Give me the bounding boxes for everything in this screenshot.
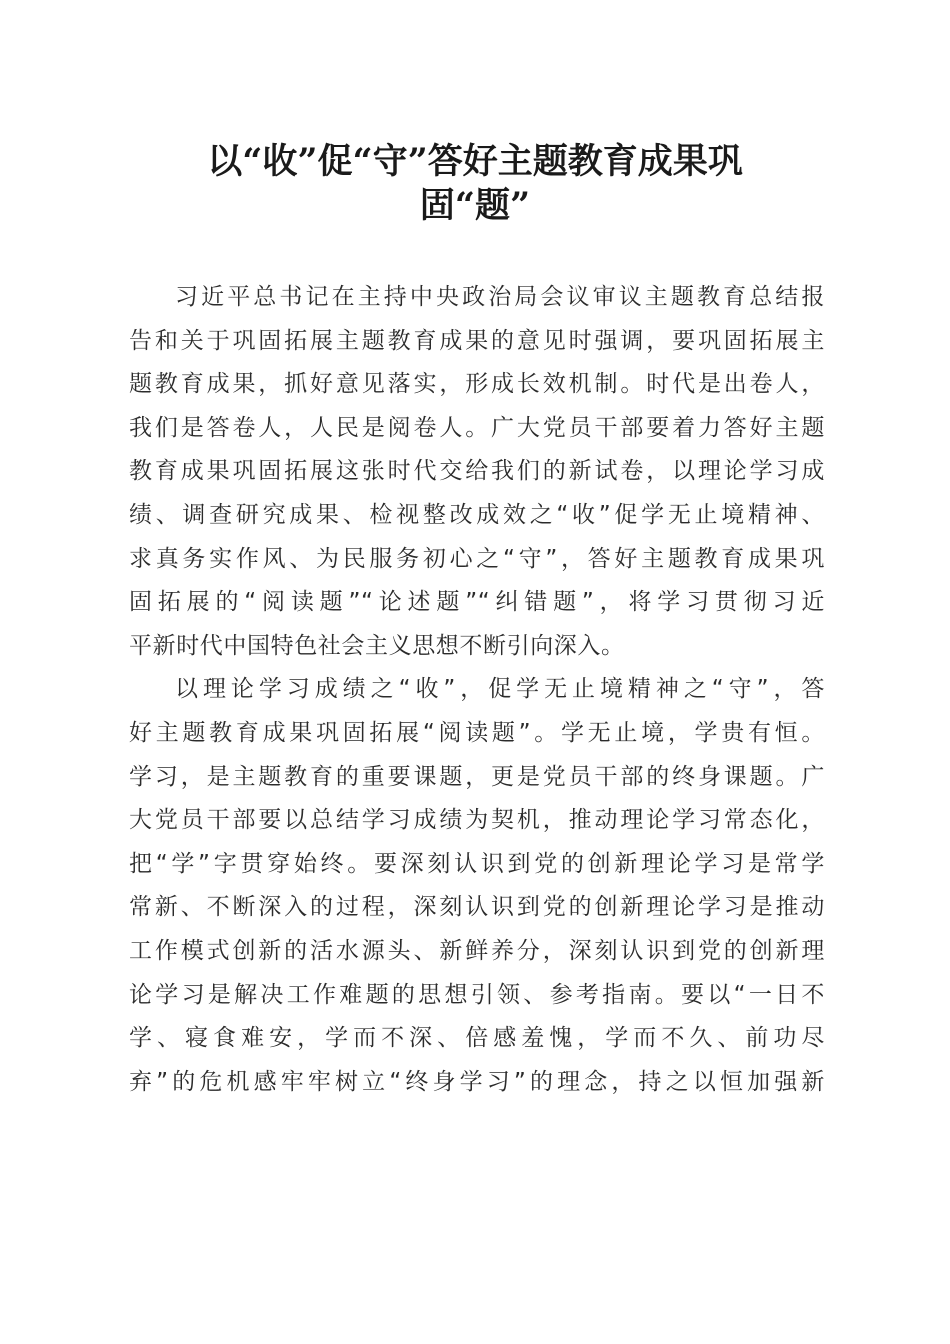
paragraph-line: 求真务实作风、为民服务初心之“守”，答好主题教育成果巩: [129, 545, 825, 572]
paragraph-line: 好主题教育成果巩固拓展“阅读题”。学无止境，学贵有恒。: [129, 719, 825, 746]
title-line: 固“题”: [419, 185, 531, 226]
paragraph-line: 工作模式创新的活水源头、新鲜养分，深刻认识到党的创新理: [129, 937, 825, 964]
paragraph-line: 教育成果巩固拓展这张时代交给我们的新试卷，以理论学习成: [129, 458, 825, 485]
paragraph-line: 常新、不断深入的过程，深刻认识到党的创新理论学习是推动: [129, 894, 825, 921]
paragraph-line: 我们是答卷人，人民是阅卷人。广大党员干部要着力答好主题: [129, 414, 825, 441]
paragraph-line: 学、寝食难安，学而不深、倍感羞愧，学而不久、前功尽: [129, 1025, 825, 1052]
document-body: [129, 276, 825, 1104]
paragraph-line: 把“学”字贯穿始终。要深刻认识到党的创新理论学习是常学: [129, 850, 825, 877]
paragraph-line: 绩、调查研究成果、检视整改成效之“收”促学无止境精神、: [129, 501, 825, 528]
paragraph-line: 平新时代中国特色社会主义思想不断引向深入。: [129, 632, 625, 659]
paragraph-line: 习近平总书记在主持中央政治局会议审议主题教育总结报: [175, 284, 825, 310]
paragraph-line: 固拓展的“阅读题”“论述题”“纠错题”，将学习贯彻习近: [129, 589, 825, 616]
paragraph-2: [129, 668, 825, 1104]
paragraph-line: 以理论学习成绩之“收”，促学无止境精神之“守”，答: [175, 676, 825, 703]
paragraph-line: 弃”的危机感牢牢树立“终身学习”的理念，持之以恒加强新: [129, 1068, 825, 1095]
paragraph-line: 大党员干部要以总结学习成绩为契机，推动理论学习常态化，: [129, 807, 825, 834]
paragraph-line: 论学习是解决工作难题的思想引领、参考指南。要以“一日不: [129, 981, 825, 1008]
title-line: 以“收”促“守”答好主题教育成果巩: [207, 141, 743, 182]
document-title: [130, 140, 820, 228]
paragraph-line: 告和关于巩固拓展主题教育成果的意见时强调，要巩固拓展主: [129, 327, 825, 354]
paragraph-line: 题教育成果，抓好意见落实，形成长效机制。时代是出卷人，: [129, 371, 825, 398]
paragraph-1: [129, 276, 825, 668]
paragraph-line: 学习，是主题教育的重要课题，更是党员干部的终身课题。广: [129, 763, 825, 790]
